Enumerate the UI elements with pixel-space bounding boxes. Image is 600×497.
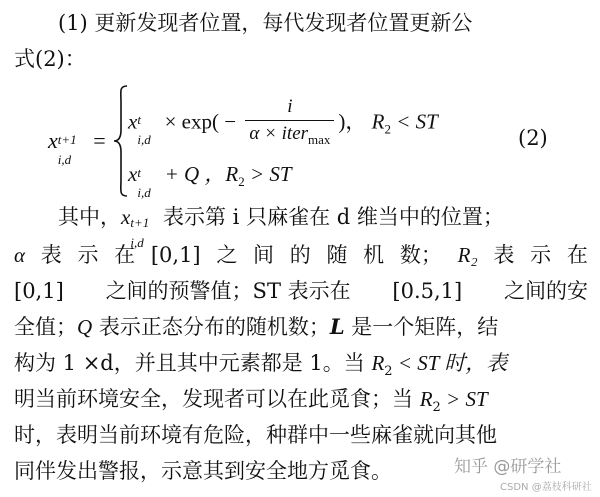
watermark-csdn: CSDN @荔枝科研社 (500, 482, 592, 493)
equation-fraction: $\frac{i}{\alpha \times iter_{max}}$ (245, 94, 334, 153)
body-line-3: [0,1] 之间的预警值；ST 表示在 [0.5,1] 之间的安 (14, 279, 588, 303)
body-line-7: 时，表明当前环境有危险，种群中一些麻雀就向其他 (14, 423, 497, 447)
equation-2 (0, 82, 600, 200)
equation-brace (113, 82, 129, 200)
body-line-6: 明当前环境安全，发现者可以在此觅食；当 $R_2$ > ST (14, 387, 488, 415)
equation-lhs: x t+1 i,d = (48, 128, 106, 167)
equation-number: (2) (518, 126, 548, 150)
body-line-8: 同伴发出警报，示意其到安全地方觅食。 (14, 459, 392, 483)
body-line-4: 全值；Q 表示正态分布的随机数；L 是一个矩阵，结 (14, 314, 499, 339)
body-line-2: α 表 示 在 [0,1] 之 间 的 随 机 数； R₂ 表 示 在 (14, 243, 588, 267)
body-line-1: 其中，x t+1 i,d 表示第 i 只麻雀在 d 维当中的位置； (58, 205, 504, 250)
intro-line-1: (1) 更新发现者位置，每代发现者位置更新公 (58, 11, 473, 35)
equation-case-2: x t i,d + Q ，$R_2$ > ST (128, 162, 292, 200)
intro-line-2: 式(2)： (14, 47, 86, 71)
body-line-5: 构为 1 ×d，并且其中元素都是 1。当 $R_2$ < ST 时，表 (14, 351, 508, 379)
watermark-zhihu: 知乎 @研学社 (454, 457, 562, 477)
equation-case-1: x t i,d × exp( − $\frac{i}{\alpha \times iter_{max}}$ )， $R_2$ < ST (128, 94, 438, 153)
